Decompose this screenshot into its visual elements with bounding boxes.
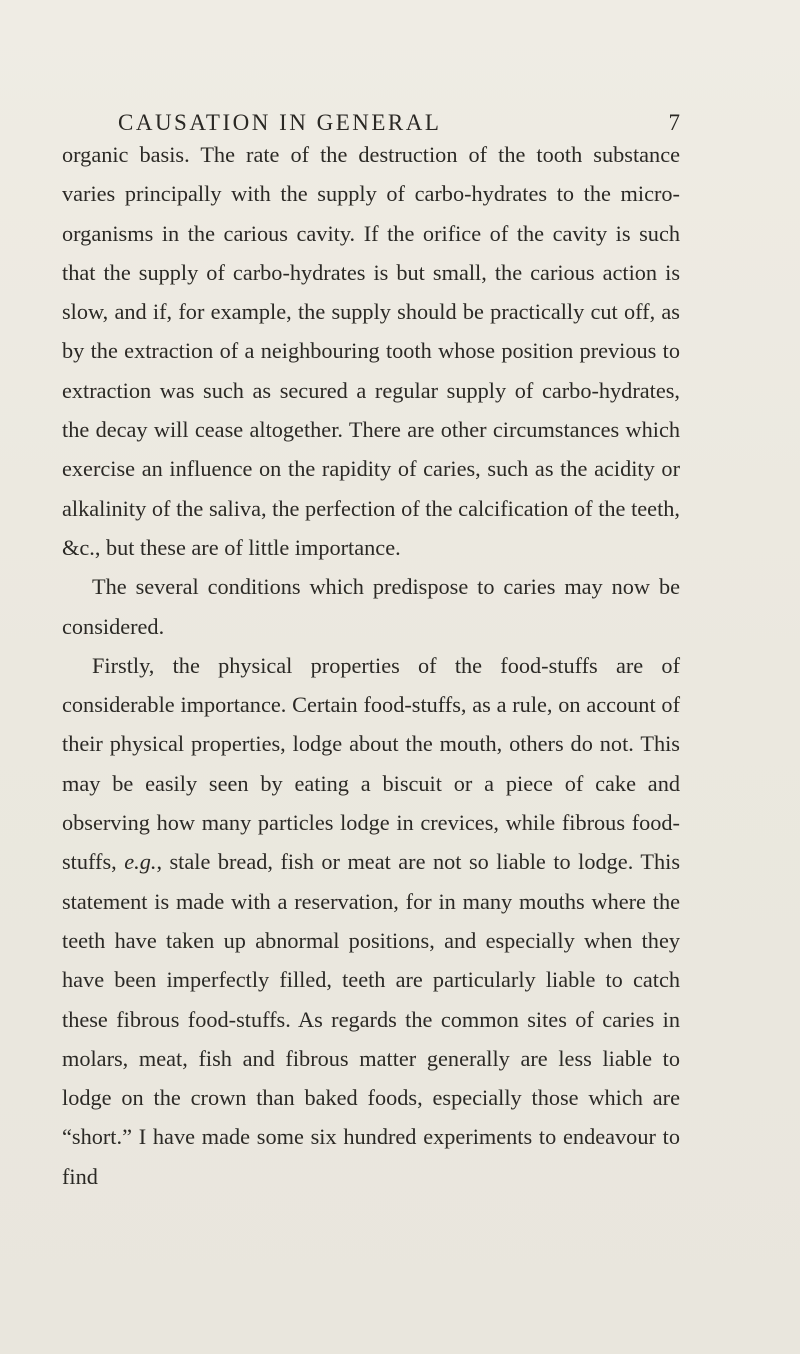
page-number: 7: [668, 110, 680, 135]
paragraph-2-text: The several conditions which predispose to caries may now be considered.: [62, 574, 680, 639]
running-title: CAUSATION IN GENERAL: [118, 110, 442, 135]
paragraph-3-text-before: Firstly, the physical properties of the food-stuffs are of considerable importance. Certain food-stuffs, as a rule, on account of their physical properties, lodge about the mouth, others do not. This may be easily seen by eating a biscuit or a piece of cake and observing how many particles lodge in crevices, while fibrous food-stuffs,: [62, 652, 680, 875]
paragraph-3-text-after: , stale bread, fish or meat are not so liable to lodge. This statement is made with a reservation, for in many mouths where the teeth have taken up abnormal positions, and especially when they have been imperfectly filled, teeth are particularly liable to catch these fibrous food-stuffs. As regards the common sites of caries in molars, meat, fish and fibrous matter generally are less liable to lodge on the crown than baked foods, especially those which are “short.” I have made some six hundred experiments to endeavour to find: [62, 849, 681, 1189]
paragraph-1-text: organic basis. The rate of the destruction of the tooth substance varies principally with the supply of carbo-hydrates to the micro-organisms in the carious cavity. If the orifice of the cavity is such that the supply of carbo-hydrates is but small, the carious action is slow, and if, for example, the supply should be practically cut off, as by the extraction of a neighbouring tooth whose position previous to extraction was such as secured a regular supply of carbo-hydrates, the decay will cease altogether. There are other circumstances which exercise an influence on the rapidity of caries, such as the acidity or alkalinity of the saliva, the perfection of the calcification of the teeth, &c., but these are of little importance.: [62, 142, 680, 560]
paragraph-2: [62, 567, 680, 646]
paragraph-1: [62, 135, 680, 567]
body-text: [62, 135, 680, 1196]
paragraph-3: [62, 646, 680, 1196]
paragraph-3-italic-abbrev: e.g.: [124, 849, 157, 875]
